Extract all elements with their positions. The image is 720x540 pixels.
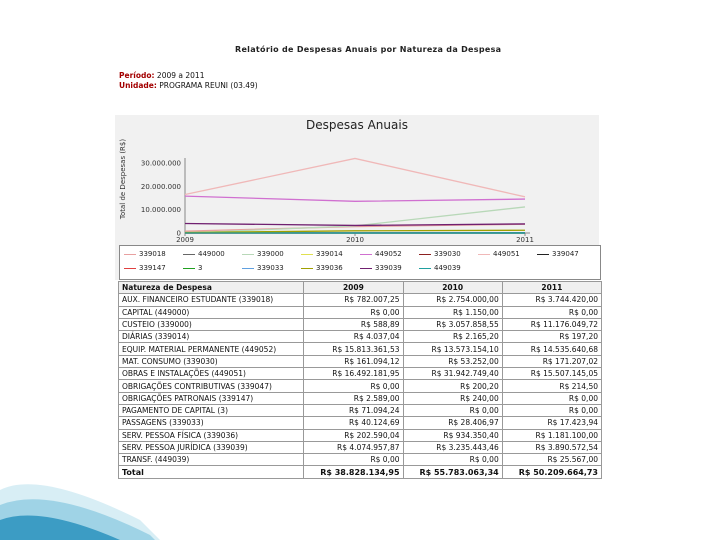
table-row xyxy=(119,404,602,416)
table-cell-label: PAGAMENTO DE CAPITAL (3) xyxy=(119,404,304,416)
legend-label: 339147 xyxy=(139,264,166,272)
expense-table xyxy=(118,281,602,479)
x-tick-label: 2011 xyxy=(516,236,534,244)
legend-item-449000 xyxy=(183,250,225,258)
legend-item-339000 xyxy=(242,250,284,258)
y-tick-label: 30.000.000 xyxy=(140,159,181,168)
legend-item-339018 xyxy=(124,250,166,258)
table-cell-value: R$ 934.350,40 xyxy=(403,429,502,441)
table-total-row xyxy=(119,466,602,478)
legend-swatch xyxy=(478,254,490,255)
table-header-row xyxy=(119,282,602,294)
table-cell-value: R$ 2.589,00 xyxy=(304,392,403,404)
legend-label: 339018 xyxy=(139,250,166,258)
column-header: 2011 xyxy=(502,282,601,294)
table-cell-value: R$ 1.150,00 xyxy=(403,306,502,318)
table-cell-value: R$ 28.406,97 xyxy=(403,417,502,429)
table-cell-value: R$ 197,20 xyxy=(502,331,601,343)
periodo-value: 2009 a 2011 xyxy=(156,71,205,80)
series-line-339000 xyxy=(185,207,525,233)
legend-label: 3 xyxy=(198,264,203,272)
table-cell-label: PASSAGENS (339033) xyxy=(119,417,304,429)
table-row xyxy=(119,355,602,367)
table-cell-value: R$ 25.567,00 xyxy=(502,454,601,466)
y-tick-label: 10.000.000 xyxy=(140,206,181,215)
table-cell-label: OBRIGAÇÕES CONTRIBUTIVAS (339047) xyxy=(119,380,304,392)
table-cell-value: R$ 0,00 xyxy=(502,306,601,318)
table-cell-label: DIÁRIAS (339014) xyxy=(119,331,304,343)
table-cell-value: R$ 1.181.100,00 xyxy=(502,429,601,441)
table-cell-value: R$ 4.074.957,87 xyxy=(304,441,403,453)
table-cell-value: R$ 11.176.049,72 xyxy=(502,318,601,330)
table-cell-value: R$ 13.573.154,10 xyxy=(403,343,502,355)
column-header: 2009 xyxy=(304,282,403,294)
table-cell-label: SERV. PESSOA JURÍDICA (339039) xyxy=(119,441,304,453)
legend-label: 339039 xyxy=(375,264,402,272)
table-row xyxy=(119,454,602,466)
table-cell-value: R$ 3.744.420,00 xyxy=(502,294,601,306)
table-cell-label: TRANSF. (449039) xyxy=(119,454,304,466)
table-row xyxy=(119,318,602,330)
table-cell-value: R$ 240,00 xyxy=(403,392,502,404)
table-row xyxy=(119,368,602,380)
table-cell-value: R$ 0,00 xyxy=(304,380,403,392)
legend-swatch xyxy=(360,254,372,255)
series-line-449051 xyxy=(185,158,525,196)
table-cell-label: OBRIGAÇÕES PATRONAIS (339147) xyxy=(119,392,304,404)
legend-swatch xyxy=(183,268,195,269)
table-cell-label: AUX. FINANCEIRO ESTUDANTE (339018) xyxy=(119,294,304,306)
chart-title: Despesas Anuais xyxy=(306,118,408,132)
x-tick-label: 2009 xyxy=(176,236,194,244)
legend-item-339039 xyxy=(360,264,402,272)
legend-swatch xyxy=(419,268,431,269)
legend-label: 449039 xyxy=(434,264,461,272)
series-line-449052 xyxy=(185,196,525,201)
table-cell-label: EQUIP. MATERIAL PERMANENTE (449052) xyxy=(119,343,304,355)
column-header: 2010 xyxy=(403,282,502,294)
table-cell-label: SERV. PESSOA FÍSICA (339036) xyxy=(119,429,304,441)
table-cell-value: R$ 0,00 xyxy=(502,392,601,404)
table-cell-value: R$ 14.535.640,68 xyxy=(502,343,601,355)
chart-y-axis-title: Total de Despesas (R$) xyxy=(119,138,127,220)
table-cell-value: R$ 0,00 xyxy=(502,404,601,416)
table-cell-value: R$ 214,50 xyxy=(502,380,601,392)
table-cell-label: OBRAS E INSTALAÇÕES (449051) xyxy=(119,368,304,380)
table-cell-value: R$ 2.165,20 xyxy=(403,331,502,343)
table-cell-value: R$ 161.094,12 xyxy=(304,355,403,367)
table-cell-label: CUSTEIO (339000) xyxy=(119,318,304,330)
table-cell-label: Total xyxy=(119,466,304,478)
legend-swatch xyxy=(301,268,313,269)
y-tick-label: 20.000.000 xyxy=(140,182,181,191)
legend-swatch xyxy=(537,254,549,255)
legend-swatch xyxy=(124,268,136,269)
report-meta xyxy=(119,71,258,91)
y-tick-label: 0 xyxy=(176,229,181,238)
table-cell-value: R$ 0,00 xyxy=(304,454,403,466)
table-cell-value: R$ 15.813.361,53 xyxy=(304,343,403,355)
legend-item-339036 xyxy=(301,264,343,272)
line-chart xyxy=(115,115,599,245)
table-row xyxy=(119,380,602,392)
table-body xyxy=(119,294,602,478)
table-cell-value: R$ 3.890.572,54 xyxy=(502,441,601,453)
unidade-value: PROGRAMA REUNI (03.49) xyxy=(159,81,258,90)
legend-item-449051 xyxy=(478,250,520,258)
legend-swatch xyxy=(242,268,254,269)
legend-item-339033 xyxy=(242,264,284,272)
legend-label: 339000 xyxy=(257,250,284,258)
table-cell-value: R$ 31.942.749,40 xyxy=(403,368,502,380)
table-cell-value: R$ 55.783.063,34 xyxy=(403,466,502,478)
table-cell-value: R$ 0,00 xyxy=(403,404,502,416)
legend-item-339147 xyxy=(124,264,166,272)
legend-item-339047 xyxy=(537,250,579,258)
chart-legend xyxy=(119,245,601,280)
table-cell-value: R$ 202.590,04 xyxy=(304,429,403,441)
table-row xyxy=(119,294,602,306)
legend-label: 339036 xyxy=(316,264,343,272)
table-cell-label: MAT. CONSUMO (339030) xyxy=(119,355,304,367)
table-cell-label: CAPITAL (449000) xyxy=(119,306,304,318)
table-cell-value: R$ 0,00 xyxy=(403,454,502,466)
legend-label: 449052 xyxy=(375,250,402,258)
table-cell-value: R$ 782.007,25 xyxy=(304,294,403,306)
report-document xyxy=(115,25,605,510)
unidade-label: Unidade: xyxy=(119,81,157,90)
table-cell-value: R$ 0,00 xyxy=(304,306,403,318)
table-row xyxy=(119,429,602,441)
legend-swatch xyxy=(301,254,313,255)
table-cell-value: R$ 40.124,69 xyxy=(304,417,403,429)
legend-item-449039 xyxy=(419,264,461,272)
legend-swatch xyxy=(183,254,195,255)
table-cell-value: R$ 38.828.134,95 xyxy=(304,466,403,478)
table-cell-value: R$ 588,89 xyxy=(304,318,403,330)
table-cell-value: R$ 53.252,00 xyxy=(403,355,502,367)
table-cell-value: R$ 71.094,24 xyxy=(304,404,403,416)
unidade-line xyxy=(119,81,258,91)
legend-label: 339030 xyxy=(434,250,461,258)
column-header: Natureza de Despesa xyxy=(119,282,304,294)
legend-item-449052 xyxy=(360,250,402,258)
table-row xyxy=(119,331,602,343)
table-cell-value: R$ 4.037,04 xyxy=(304,331,403,343)
table-cell-value: R$ 17.423,94 xyxy=(502,417,601,429)
table-row xyxy=(119,441,602,453)
table-cell-value: R$ 3.057.858,55 xyxy=(403,318,502,330)
periodo-line xyxy=(119,71,258,81)
legend-swatch xyxy=(124,254,136,255)
legend-label: 339047 xyxy=(552,250,579,258)
table-row xyxy=(119,392,602,404)
table-cell-value: R$ 15.507.145,05 xyxy=(502,368,601,380)
chart-panel xyxy=(115,115,599,280)
legend-swatch xyxy=(360,268,372,269)
legend-label: 339033 xyxy=(257,264,284,272)
table-row xyxy=(119,417,602,429)
table-row xyxy=(119,306,602,318)
table-cell-value: R$ 2.754.000,00 xyxy=(403,294,502,306)
table-cell-value: R$ 171.207,02 xyxy=(502,355,601,367)
table-cell-value: R$ 16.492.181,95 xyxy=(304,368,403,380)
legend-item-339030 xyxy=(419,250,461,258)
table-cell-value: R$ 200,20 xyxy=(403,380,502,392)
table-row xyxy=(119,343,602,355)
periodo-label: Período: xyxy=(119,71,155,80)
table-cell-value: R$ 50.209.664,73 xyxy=(502,466,601,478)
table-cell-value: R$ 3.235.443,46 xyxy=(403,441,502,453)
x-tick-label: 2010 xyxy=(346,236,364,244)
report-title: Relatório de Despesas Anuais por Natureza da Despesa xyxy=(235,45,502,54)
legend-item-3 xyxy=(183,264,202,272)
legend-label: 449000 xyxy=(198,250,225,258)
legend-item-339014 xyxy=(301,250,343,258)
legend-swatch xyxy=(419,254,431,255)
legend-label: 339014 xyxy=(316,250,343,258)
legend-swatch xyxy=(242,254,254,255)
decorative-corner-swoosh xyxy=(0,450,160,540)
legend-label: 449051 xyxy=(493,250,520,258)
